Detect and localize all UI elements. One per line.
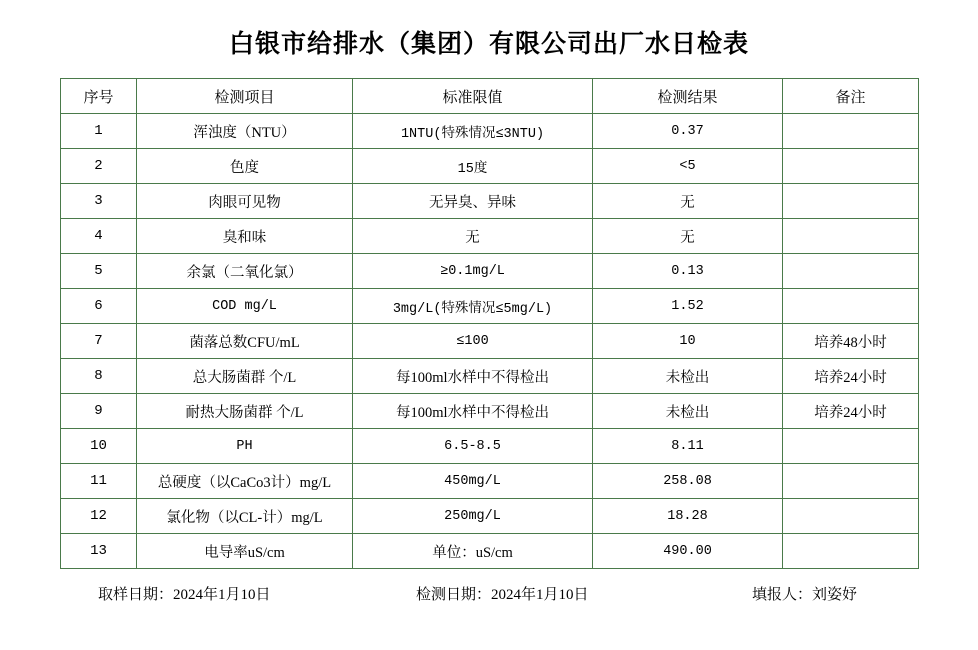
table-row — [61, 359, 919, 394]
cell-no: 9 — [61, 394, 137, 429]
cell-no: 11 — [61, 464, 137, 499]
cell-item: 氯化物（以CL-计）mg/L — [137, 499, 353, 534]
report-page — [0, 24, 978, 650]
cell-note — [783, 534, 919, 569]
cell-result: 0.13 — [593, 254, 783, 289]
table-header-row — [61, 79, 919, 114]
table-container — [0, 78, 978, 569]
cell-no: 7 — [61, 324, 137, 359]
cell-no: 5 — [61, 254, 137, 289]
cell-no: 4 — [61, 219, 137, 254]
table-row — [61, 254, 919, 289]
column-header-limit: 标准限值 — [353, 79, 593, 114]
table-row — [61, 534, 919, 569]
cell-limit: 6.5-8.5 — [353, 429, 593, 464]
cell-note — [783, 184, 919, 219]
water-quality-table — [60, 78, 919, 569]
cell-item: 总大肠菌群 个/L — [137, 359, 353, 394]
cell-item: 菌落总数CFU/mL — [137, 324, 353, 359]
cell-note: 培养48小时 — [783, 324, 919, 359]
cell-result: 1.52 — [593, 289, 783, 324]
sampling-date: 取样日期：2024年1月10日 — [98, 587, 271, 603]
cell-result: 无 — [593, 219, 783, 254]
cell-item: 肉眼可见物 — [137, 184, 353, 219]
table-row — [61, 324, 919, 359]
cell-no: 2 — [61, 149, 137, 184]
column-header-no: 序号 — [61, 79, 137, 114]
cell-item: 耐热大肠菌群 个/L — [137, 394, 353, 429]
cell-item: 浑浊度（NTU） — [137, 114, 353, 149]
table-body — [61, 114, 919, 569]
reporter-name: 填报人：刘姿妤 — [752, 587, 858, 603]
cell-no: 8 — [61, 359, 137, 394]
cell-item: 色度 — [137, 149, 353, 184]
cell-limit: 每100ml水样中不得检出 — [353, 394, 593, 429]
cell-limit: ≥0.1mg/L — [353, 254, 593, 289]
cell-note — [783, 289, 919, 324]
table-row — [61, 464, 919, 499]
table-row — [61, 184, 919, 219]
cell-limit: 15度 — [353, 149, 593, 184]
table-row — [61, 289, 919, 324]
column-header-note: 备注 — [783, 79, 919, 114]
cell-limit: 3mg/L(特殊情况≤5mg/L) — [353, 289, 593, 324]
cell-item: PH — [137, 429, 353, 464]
cell-note — [783, 499, 919, 534]
table-row — [61, 429, 919, 464]
cell-item: 总硬度（以CaCo3计）mg/L — [137, 464, 353, 499]
cell-note — [783, 149, 919, 184]
table-row — [61, 394, 919, 429]
cell-no: 10 — [61, 429, 137, 464]
table-header — [61, 79, 919, 114]
cell-item: COD mg/L — [137, 289, 353, 324]
testing-date: 检测日期：2024年1月10日 — [416, 587, 589, 603]
cell-result: 18.28 — [593, 499, 783, 534]
cell-limit: 无异臭、异味 — [353, 184, 593, 219]
column-header-result: 检测结果 — [593, 79, 783, 114]
cell-item: 余氯（二氧化氯） — [137, 254, 353, 289]
cell-result: 8.11 — [593, 429, 783, 464]
table-row — [61, 114, 919, 149]
table-row — [61, 219, 919, 254]
cell-result: <5 — [593, 149, 783, 184]
cell-result: 258.08 — [593, 464, 783, 499]
cell-limit: 250mg/L — [353, 499, 593, 534]
cell-result: 0.37 — [593, 114, 783, 149]
cell-note — [783, 219, 919, 254]
footer — [0, 583, 978, 604]
cell-result: 490.00 — [593, 534, 783, 569]
cell-no: 6 — [61, 289, 137, 324]
cell-limit: 单位：uS/cm — [353, 534, 593, 569]
cell-result: 未检出 — [593, 394, 783, 429]
cell-no: 13 — [61, 534, 137, 569]
cell-result: 未检出 — [593, 359, 783, 394]
cell-limit: 450mg/L — [353, 464, 593, 499]
cell-note — [783, 114, 919, 149]
cell-no: 12 — [61, 499, 137, 534]
cell-note: 培养24小时 — [783, 359, 919, 394]
cell-note: 培养24小时 — [783, 394, 919, 429]
cell-limit: 1NTU(特殊情况≤3NTU) — [353, 114, 593, 149]
table-row — [61, 499, 919, 534]
cell-no: 3 — [61, 184, 137, 219]
cell-limit: ≤100 — [353, 324, 593, 359]
cell-result: 无 — [593, 184, 783, 219]
cell-limit: 每100ml水样中不得检出 — [353, 359, 593, 394]
cell-note — [783, 464, 919, 499]
cell-limit: 无 — [353, 219, 593, 254]
cell-no: 1 — [61, 114, 137, 149]
cell-note — [783, 429, 919, 464]
cell-result: 10 — [593, 324, 783, 359]
table-row — [61, 149, 919, 184]
cell-item: 电导率uS/cm — [137, 534, 353, 569]
page-title: 白银市给排水（集团）有限公司出厂水日检表 — [228, 31, 749, 58]
column-header-item: 检测项目 — [137, 79, 353, 114]
cell-item: 臭和味 — [137, 219, 353, 254]
cell-note — [783, 254, 919, 289]
